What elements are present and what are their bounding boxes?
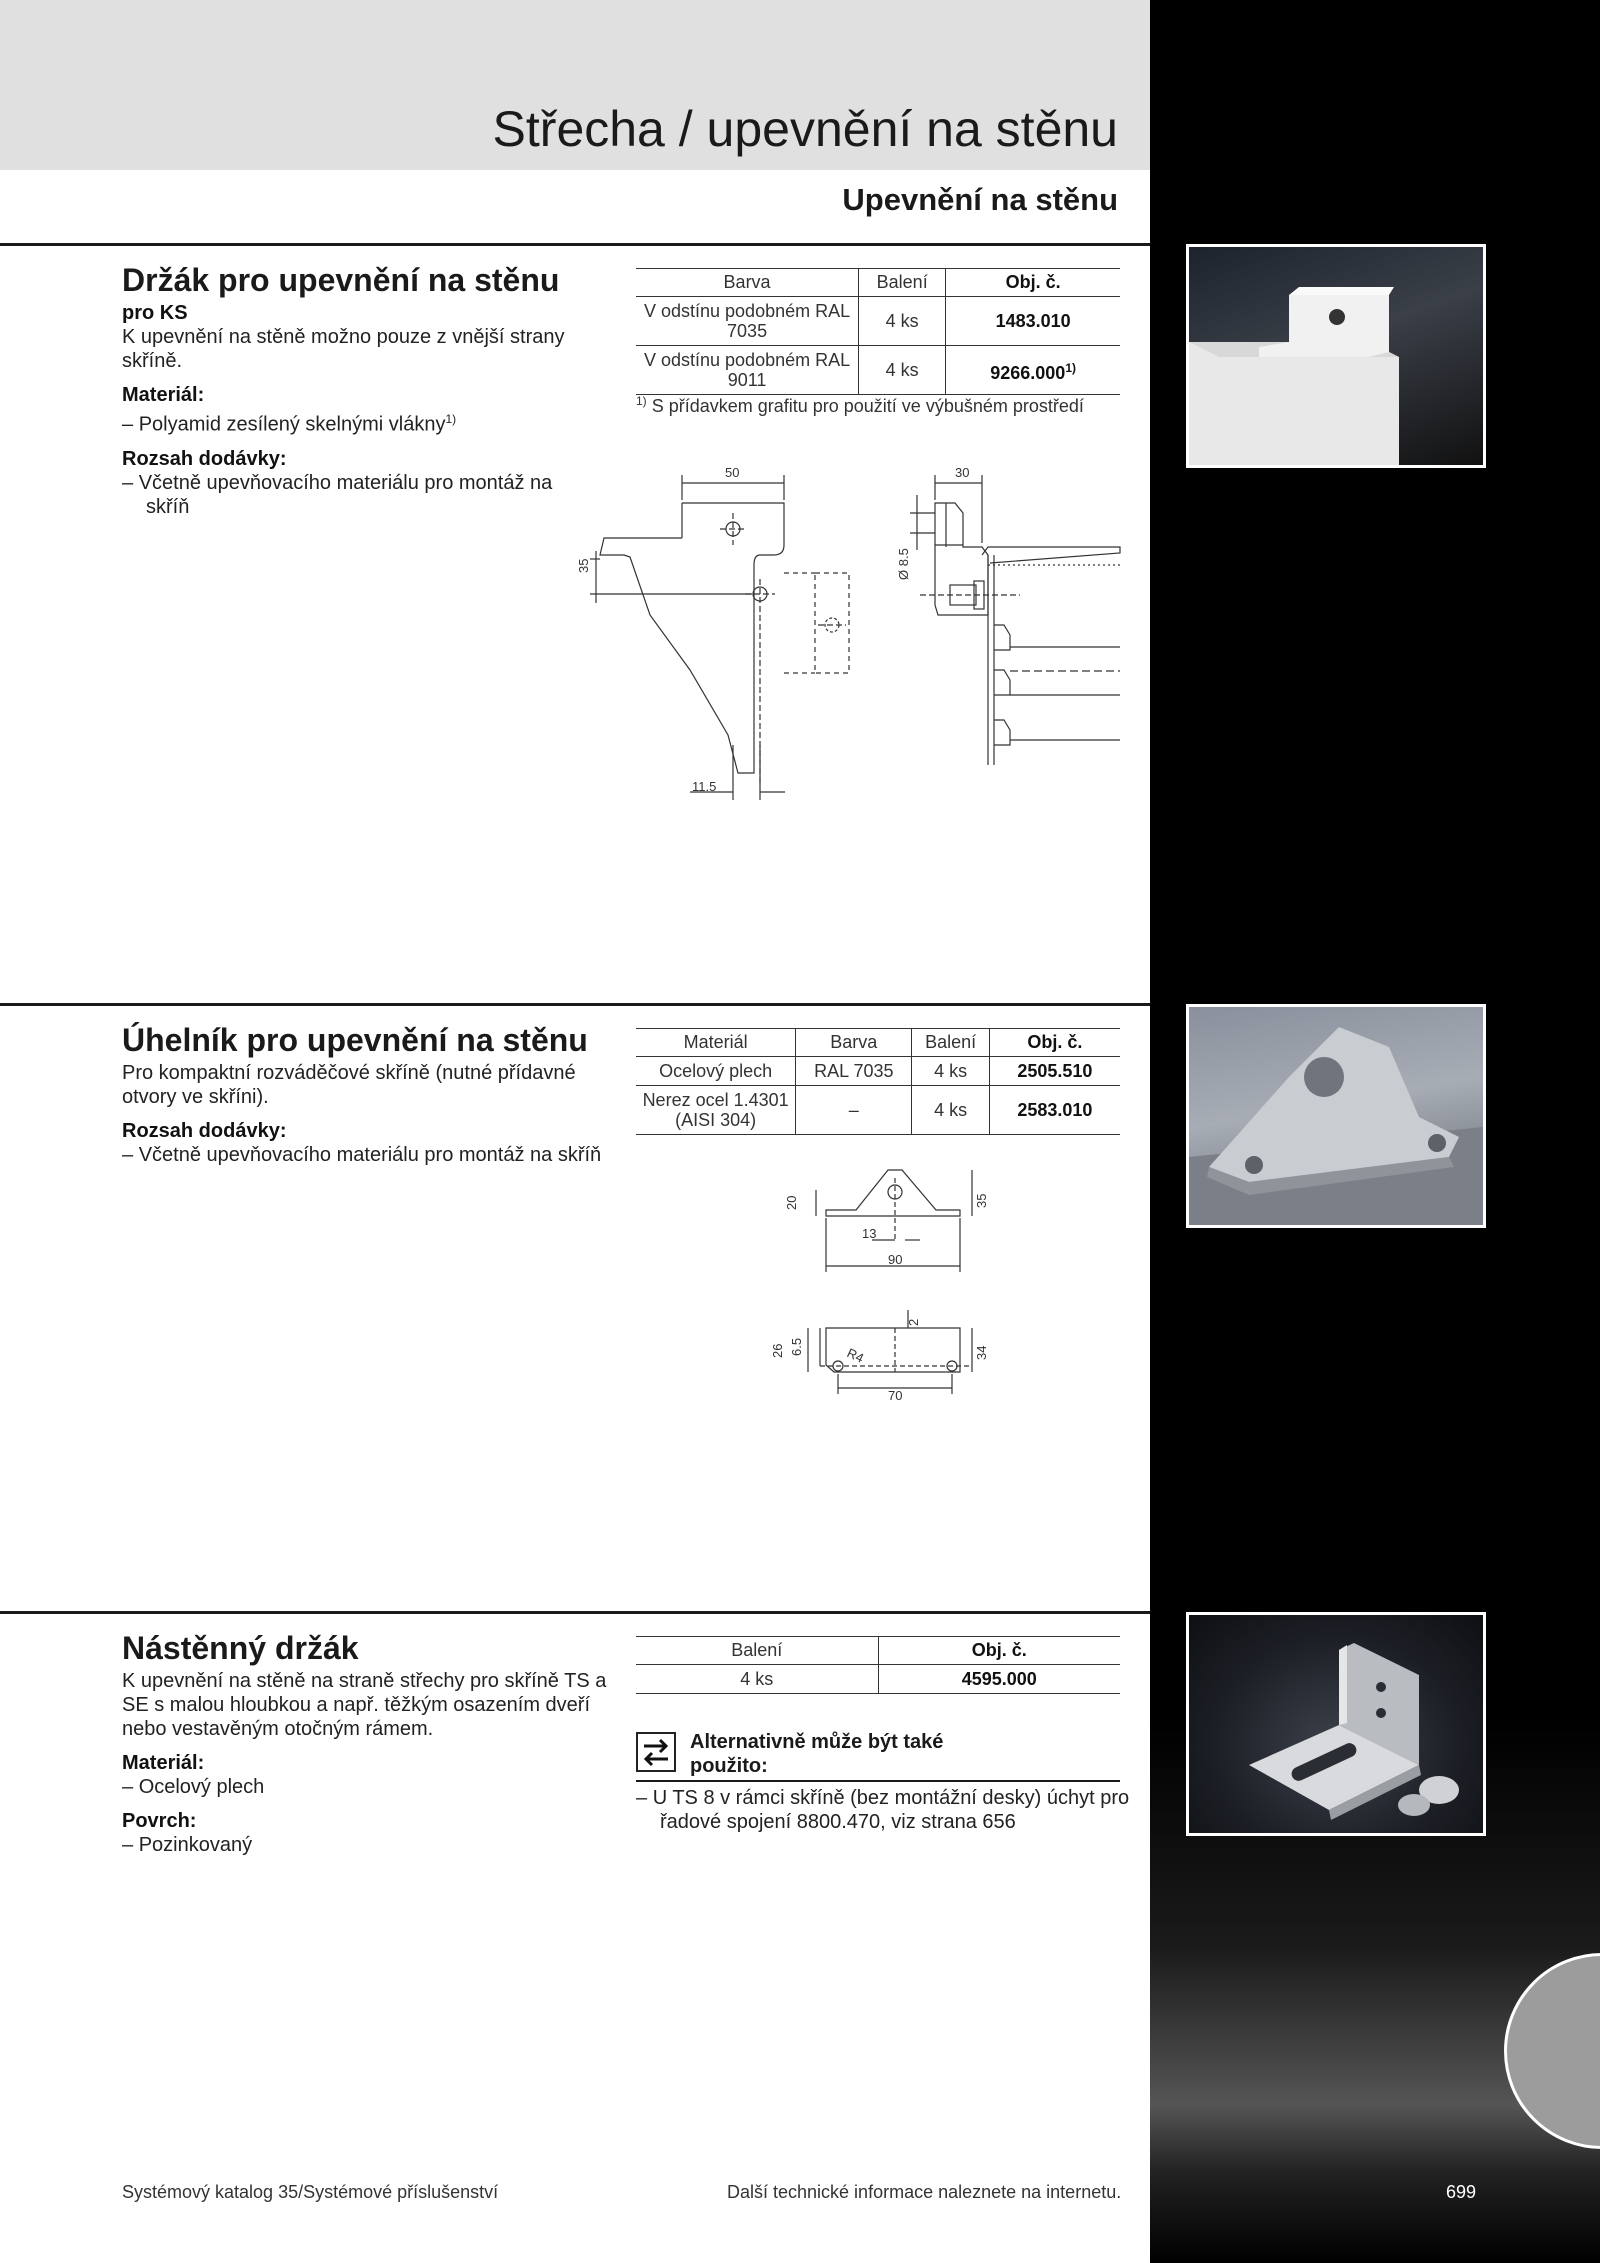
spec-table [636,1636,1120,1694]
material-label: Materiál: [122,1752,205,1774]
angle-bracket-technical-drawing [760,1160,1000,1420]
surface-label: Povrch: [122,1810,197,1832]
section-text [122,1061,602,1167]
material-item: – Ocelový plech [122,1776,265,1798]
col-header: Barva [796,1029,912,1057]
dimension-label: 13 [862,1226,877,1241]
dimension-label: 30 [955,465,970,480]
page-number: 699 [1446,2182,1477,2202]
dimension-label: 20 [784,1195,799,1210]
section-title: Úhelník pro upevnění na stěnu [122,1022,588,1058]
table-row: V odstínu podobném RAL 7035 4 ks 1483.010 [636,297,1120,346]
col-header: Obj. č. [989,1029,1120,1057]
dimension-label: Ø 8.5 [896,548,911,580]
dimension-label: 11.5 [692,779,717,794]
delivery-item: – Včetně upevňovacího materiálu pro montáž na skříň [122,471,553,518]
dimension-label: 6.5 [789,1337,804,1356]
section-text [122,301,602,519]
footnote: $^{1)}$ S přídavkem grafitu pro použití ve výbušném prostředí [636,394,1084,416]
dimension-label: 70 [888,1388,903,1403]
page-subtitle: Upevnění na stěnu [842,182,1118,217]
col-header: Obj. č. [878,1637,1120,1665]
dimension-label: 2 [906,1318,921,1326]
product-photo [1186,244,1486,468]
dimension-label: R4 [844,1345,867,1366]
dimension-label: 26 [770,1343,785,1358]
section-title: Nástěnný držák [122,1630,359,1666]
footer-info-text: Další technické informace naleznete na internetu. [727,2182,1122,2202]
dimension-label: 34 [974,1345,989,1360]
intro-text: Pro kompaktní rozváděčové skříně (nutné přídavné otvory ve skříni). [122,1062,576,1108]
table-row: V odstínu podobném RAL 9011 4 ks 9266.000$^{1)}$ [636,346,1120,395]
dimension-label: 35 [974,1193,989,1208]
material-label: Materiál: [122,384,205,406]
surface-item: – Pozinkovaný [122,1834,253,1856]
page-title: Střecha / upevnění na stěnu [492,101,1118,157]
col-header: Materiál [636,1029,796,1057]
dimension-label: 90 [888,1252,903,1267]
delivery-item: – Včetně upevňovacího materiálu pro montáž na skříň [122,1144,602,1166]
dimension-label: 35 [576,558,591,573]
section-text [122,1669,607,1857]
col-header: Balení [636,1637,878,1665]
intro-text: K upevnění na stěně možno pouze z vnější strany skříně. [122,326,565,372]
delivery-label: Rozsah dodávky: [122,1120,287,1142]
section-divider [0,243,1150,246]
spec-table [636,268,1120,395]
section-divider [0,1611,1150,1614]
alternative-rule [636,1780,1120,1782]
alternative-icon [636,1732,676,1772]
bracket-technical-drawing [570,455,1130,815]
section-divider [0,1003,1150,1006]
dimension-label: 50 [725,465,740,480]
alternative-title: Alternativně může být také použito: [690,1731,944,1777]
alternative-item: – U TS 8 v rámci skříně (bez montážní desky) úchyt pro řadové spojení 8800.470, viz strana 656 [636,1787,1130,1833]
subheading: pro KS [122,302,188,324]
intro-text: K upevnění na stěně na straně střechy pro skříně TS a SE s malou hloubkou a např. těžkým osazením dveří nebo vestavěným otočným rámem. [122,1670,607,1740]
product-photo [1186,1004,1486,1228]
section-title: Držák pro upevnění na stěnu [122,262,560,298]
col-header: Balení [912,1029,989,1057]
footer-catalog-text: Systémový katalog 35/Systémové příslušenství [122,2182,499,2202]
table-row: Nerez ocel 1.4301 (AISI 304) – 4 ks 2583.010 [636,1086,1120,1135]
col-header: Obj. č. [946,269,1120,297]
col-header: Balení [859,269,946,297]
col-header: Barva [636,269,859,297]
material-item: – Polyamid zesílený skelnými vlákny$^{1)}$ [122,412,457,436]
table-row: Ocelový plech RAL 7035 4 ks 2505.510 [636,1057,1120,1086]
spec-table [636,1028,1120,1135]
product-photo [1186,1612,1486,1836]
delivery-label: Rozsah dodávky: [122,447,287,470]
table-row: 4 ks 4595.000 [636,1665,1120,1694]
